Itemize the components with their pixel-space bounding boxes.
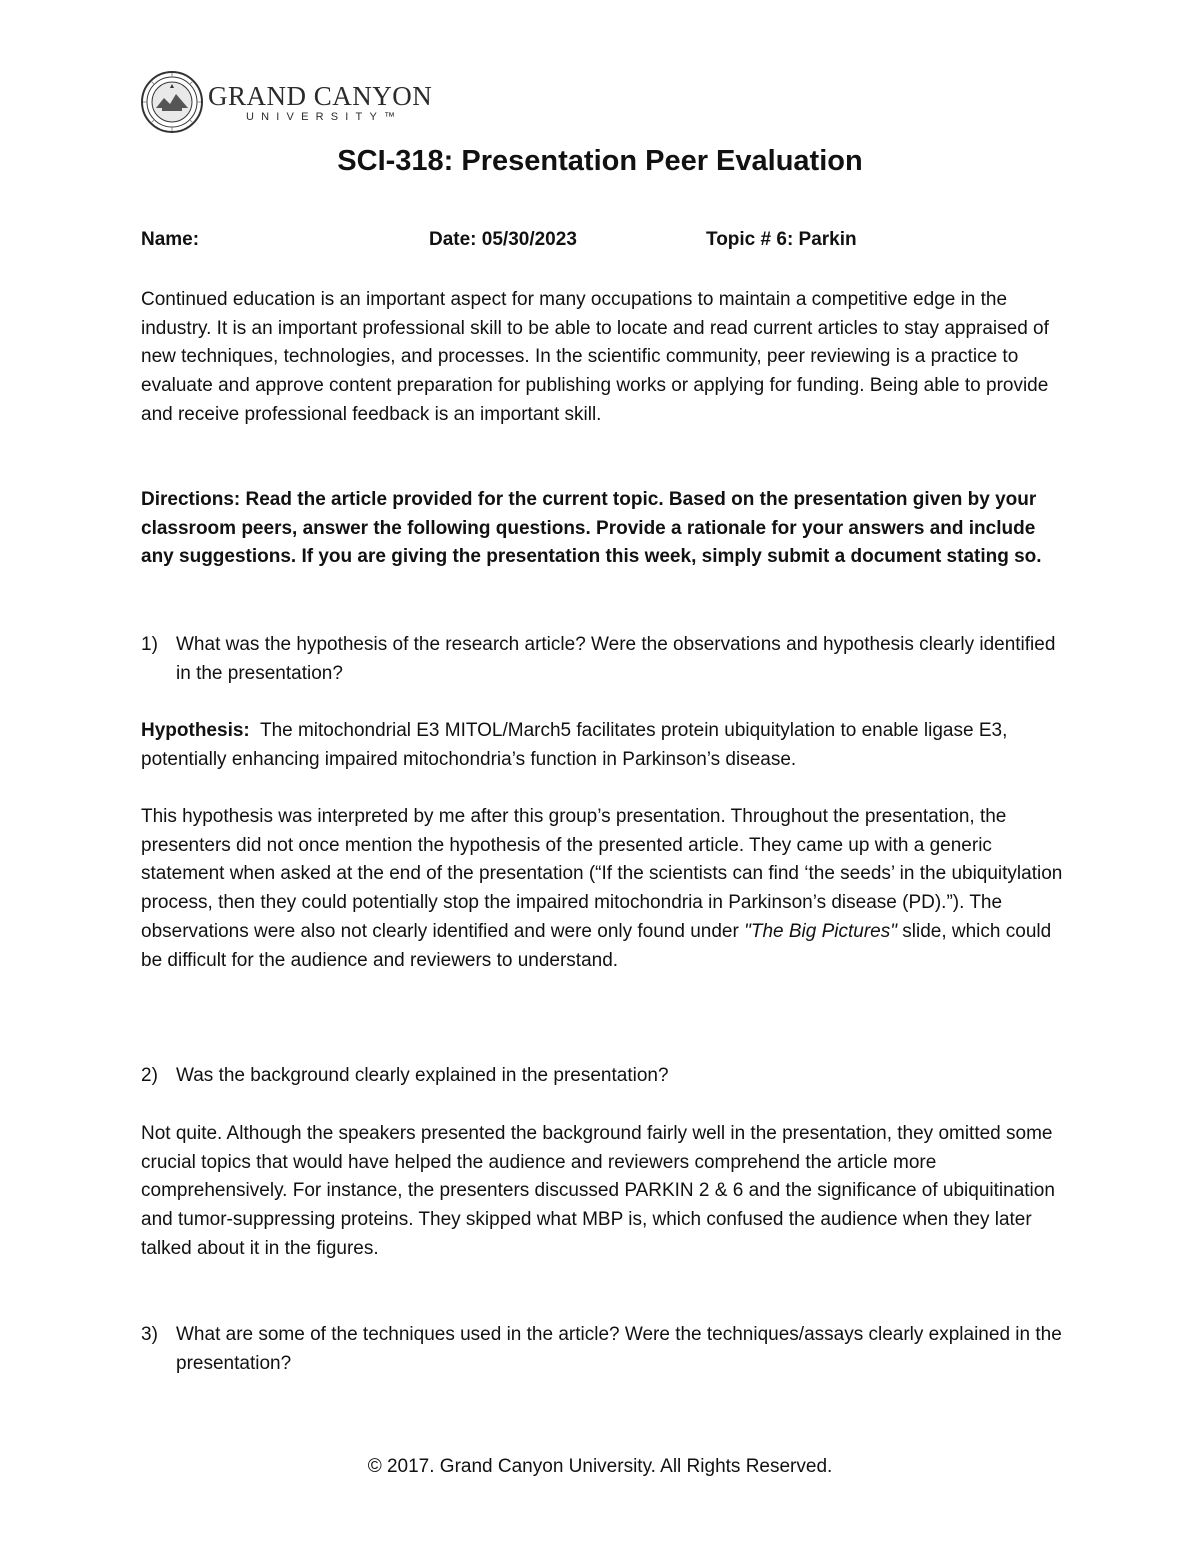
hypothesis-paragraph (141, 717, 1071, 774)
answer-2-paragraph: Not quite. Although the speakers presented the background fairly well in the presentation, they omitted some crucial topics that would have helped the audience and reviewers comprehend the article more comprehensively. For instance, the presenters discussed PARKIN 2 & 6 and the significance of ubiquitination and tumor-suppressing proteins. They skipped what MBP is, which confused the audience when they later talked about it in the figures. (141, 1123, 1055, 1259)
university-seal-icon (140, 70, 204, 134)
question-number: 2) (141, 1065, 158, 1086)
question-2 (141, 1062, 1071, 1091)
question-number: 1) (141, 634, 158, 655)
directions-paragraph: Directions: Read the article provided for the current topic. Based on the presentation given by your classroom peers, answer the following questions. Provide a rationale for your answers and include any suggestions. If you are giving the presentation this week, simply submit a document stating so. (141, 489, 1042, 568)
question-text: What was the hypothesis of the research article? Were the observations and hypothesis clearly identified in the presentation? (176, 634, 1056, 684)
question-1 (141, 631, 1071, 688)
answer-1-text-b: slide, which could be difficult for the audience and reviewers to understand. (141, 920, 1052, 971)
logo-subtitle: UNIVERSITY™ (246, 111, 403, 123)
question-text: What are some of the techniques used in the article? Were the techniques/assays clearly explained in the presentation? (176, 1324, 1062, 1374)
date-label: Date: 05/30/2023 (429, 229, 577, 250)
answer-1-emphasis: "The Big Pictures" (744, 920, 897, 942)
university-wordmark (208, 81, 432, 123)
answer-1-paragraph (141, 803, 1071, 975)
meta-row (141, 229, 1061, 255)
university-logo (140, 70, 432, 134)
topic-label: Topic # 6: Parkin (706, 229, 857, 250)
question-3 (141, 1321, 1071, 1378)
hypothesis-text: The mitochondrial E3 MITOL/March5 facilitates protein ubiquitylation to enable ligase E3, potentially enhancing impaired mitochondria’s function in Parkinson’s disease. (141, 720, 1013, 770)
name-label: Name: (141, 229, 200, 250)
page-title: SCI-318: Presentation Peer Evaluation (337, 145, 863, 177)
answer-1-text-a: This hypothesis was interpreted by me after this group’s presentation. Throughout the presentation, the presenters did not once mention the hypothesis of the presented article. They came up with a generic statement when asked at the end of the presentation (“If the scientists can find ‘the seeds’ in the ubiquitylation process, then they could potentially stop the impaired mitochondria in Parkinson’s disease (PD).”). The observations were also not clearly identified and were only found under (141, 806, 1063, 942)
question-number: 3) (141, 1324, 158, 1345)
hypothesis-label: Hypothesis: (141, 720, 250, 741)
intro-paragraph: Continued education is an important aspect for many occupations to maintain a competitive edge in the industry. It is an important professional skill to be able to locate and read current articles to stay appraised of new techniques, technologies, and processes. In the scientific community, peer reviewing is a practice to evaluate and approve content preparation for publishing works or applying for funding. Being able to provide and receive professional feedback is an important skill. (141, 289, 1049, 425)
question-text: Was the background clearly explained in the presentation? (176, 1065, 669, 1086)
copyright-footer: © 2017. Grand Canyon University. All Rights Reserved. (367, 1456, 833, 1477)
logo-name: GRAND CANYON (208, 81, 433, 111)
